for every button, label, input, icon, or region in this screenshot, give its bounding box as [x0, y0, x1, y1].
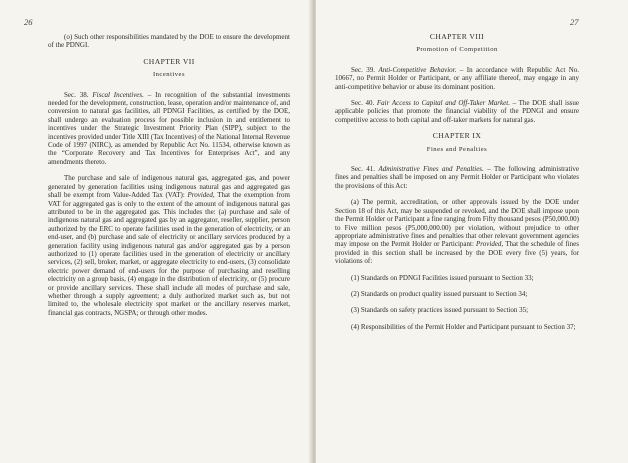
left-page	[0, 0, 312, 463]
chapter-heading: Fines and Penalties	[426, 145, 488, 153]
item-a-text-1: (a) The permit, accreditation, or other approvals issued by the DOE under Section 18 of this Act, may be suspended or revoked, and the DOE shall impose upon the Permit Holder or Participant a fine ranging from Fifty thousand pesos (P50,000.00) to Five million pesos (P5,000,000.00) per violation, without prejudice to other appropriate administrative fines and penalties that other relevant government agencies may impose on the Permit Holder or Participant:	[335, 198, 579, 249]
list-item: (1) Standards on PDNGI Facilities issued pursuant to Section 33;	[351, 273, 534, 282]
section-text: – The following administrative fines and penalties shall be imposed on any Permit Holder or Participant who violates the provisions of this Act:	[335, 165, 579, 190]
section-text: – In accordance with Republic Act No. 10667, no Permit Holder or Participant, or any affiliate thereof, may engage in any anti-competitive behavior or abuse its dominant position.	[335, 65, 579, 91]
item-a-provided: Provided,	[476, 240, 504, 249]
list-item: (2) Standards on product quality issued pursuant to Section 34;	[351, 289, 528, 298]
section-label: Sec. 40.	[351, 99, 375, 108]
page-number: 27	[570, 17, 579, 27]
intro-paragraph: (o) Such other responsibilities mandated by the DOE to ensure the development of the PDNGI.	[48, 33, 290, 50]
chapter-heading: Promotion of Competition	[416, 46, 498, 54]
section-label: Sec. 38.	[64, 90, 89, 99]
section-title: Administrative Fines and Penalties.	[378, 165, 484, 174]
vat-paragraph	[48, 174, 290, 317]
section-text: – In recognition of the substantial investments needed for the development, construction, lease, operation and/or maintenance of, and conversion to natural gas facilities, all PDNGI Facilities, as certified by the DOE, shall undergo an evaluation process for possible inclusion in and entitlement to incentives under the Strategic Investment Priority Plan (SIPP), subject to the incentives provided under Title XIII (Tax Incentives) of the National Internal Revenue Code of 1997 (NIRC), as amended by Republic Act No. 11534, otherwise known as the “Corporate Recovery and Tax Incentives for Enterprises Act”, and any amendments thereto.	[48, 90, 291, 166]
item-a	[335, 198, 579, 265]
chapter-title: CHAPTER VII	[143, 56, 195, 66]
section-label: Sec. 39.	[351, 65, 376, 74]
section-title: Fiscal Incentives.	[92, 90, 144, 99]
chapter-title: CHAPTER IX	[432, 131, 482, 141]
vat-provided: Provided,	[187, 191, 215, 200]
section-41	[335, 165, 579, 190]
right-page	[316, 0, 628, 463]
section-38	[48, 91, 290, 167]
chapter-title: CHAPTER VIII	[429, 32, 485, 41]
section-39	[335, 66, 579, 91]
vat-text-a: The purchase and sale of indigenous natural gas, aggregated gas, and power generated by generation facilities using indigenous natural gas and aggregated gas shall be exempt from Value-Added Tax (VAT):	[48, 174, 290, 200]
section-title: Fair Access to Capital and Off-Taker Market.	[376, 99, 510, 108]
section-text: – The DOE shall issue applicable policies that promote the financial viability of the PDNGI and ensure competitive access to both capital and off-taker markets for natural gas.	[335, 99, 580, 124]
right-page-content	[335, 33, 579, 339]
chapter-heading: Incentives	[152, 71, 186, 79]
section-title: Anti-Competitive Behavior.	[378, 65, 457, 74]
section-label: Sec. 41.	[351, 165, 376, 174]
list-item: (4) Responsibilities of the Permit Holder and Participant pursuant to Section 37;	[351, 322, 576, 331]
vat-text-b: That the exemption from VAT for aggregated gas is only to the extent of the amount of indigenous natural gas attributed to be in the aggregated gas. This includes the: (a) purchase and sale of indigenous natural gas and aggregated gas by an aggregator, reseller, supplier, person authorized by the ERC to operate facilities used in the generation of electricity, or an end-user, and (b) purchase and sale of electricity or ancillary services produced by a generation facility using indigenous natural gas and/or aggregated gas by a person authorized to (1) operate facilities used in the generation of electricity or ancillary services, (2) sell, broker, market, or aggregate electricity to end-users, (3) consolidate electric power demand of end-users for the purpose of purchasing and reselling electricity on a group basis, (4) engage in the distribution of electricity, or (5) procure or provide ancillary services. These shall include all modes of purchase and sale, whether through a supply agreement; a duly authorized market such as, but not limited to, the wholesale electricity spot market or the ancillary reserves market, financial gas contracts, NGSPA; or through other modes.	[48, 191, 290, 317]
section-40	[335, 99, 579, 124]
left-page-content	[48, 33, 290, 325]
item-a-text-2: That the schedule of fines provided in this section shall be increased by the DOE every five (5) years, for violations of:	[335, 240, 579, 266]
page-number: 26	[24, 17, 33, 27]
list-item: (3) Standards on safety practices issued pursuant to Section 35;	[351, 306, 529, 315]
